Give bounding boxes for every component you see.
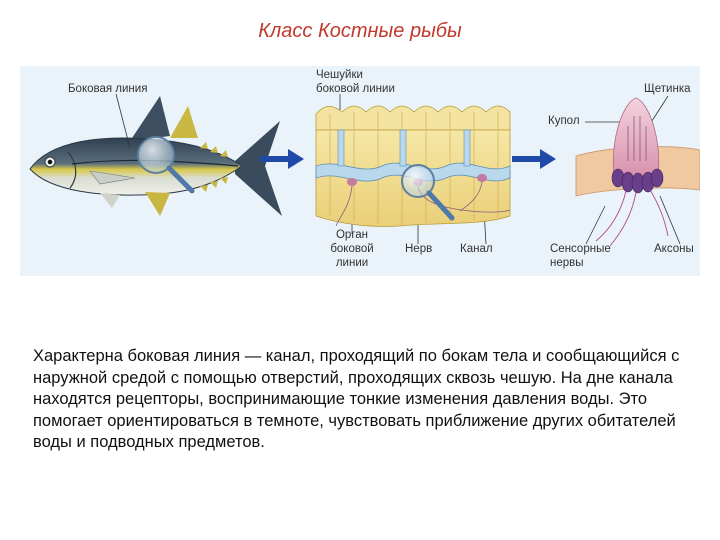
label-scales-line1: Чешуйки <box>316 69 363 81</box>
label-cupula: Купол <box>548 115 580 127</box>
label-lateral-line: Боковая линия <box>68 83 148 95</box>
label-scales-line2: боковой линии <box>316 83 395 95</box>
label-axons: Аксоны <box>654 243 694 255</box>
slide-title: Класс Костные рыбы <box>258 20 462 42</box>
lateral-line-figure <box>20 66 700 276</box>
skin-section-drawing <box>316 106 510 227</box>
label-bristle: Щетинка <box>644 83 691 95</box>
label-organ-line3: линии <box>335 257 369 269</box>
label-sensory-line1: Сенсорные <box>550 243 611 255</box>
label-nerve: Нерв <box>405 243 433 255</box>
label-canal: Канал <box>460 243 493 255</box>
label-organ-line2: боковой <box>330 243 374 255</box>
label-sensory-line2: нервы <box>550 257 584 269</box>
description-paragraph: Характерна боковая линия — канал, проходящий по бокам тела и сообщающийся с наружной средой с помощью отверстий, проходящих сквозь чешую. На дне канала находятся рецепторы, воспринимающие тонкие изменения давления воды. Это помогает ориентироваться в темноте, чувствовать приближение других обитателей воды и подводных предметов. <box>33 347 680 451</box>
label-organ-line1: Орган <box>335 229 369 241</box>
